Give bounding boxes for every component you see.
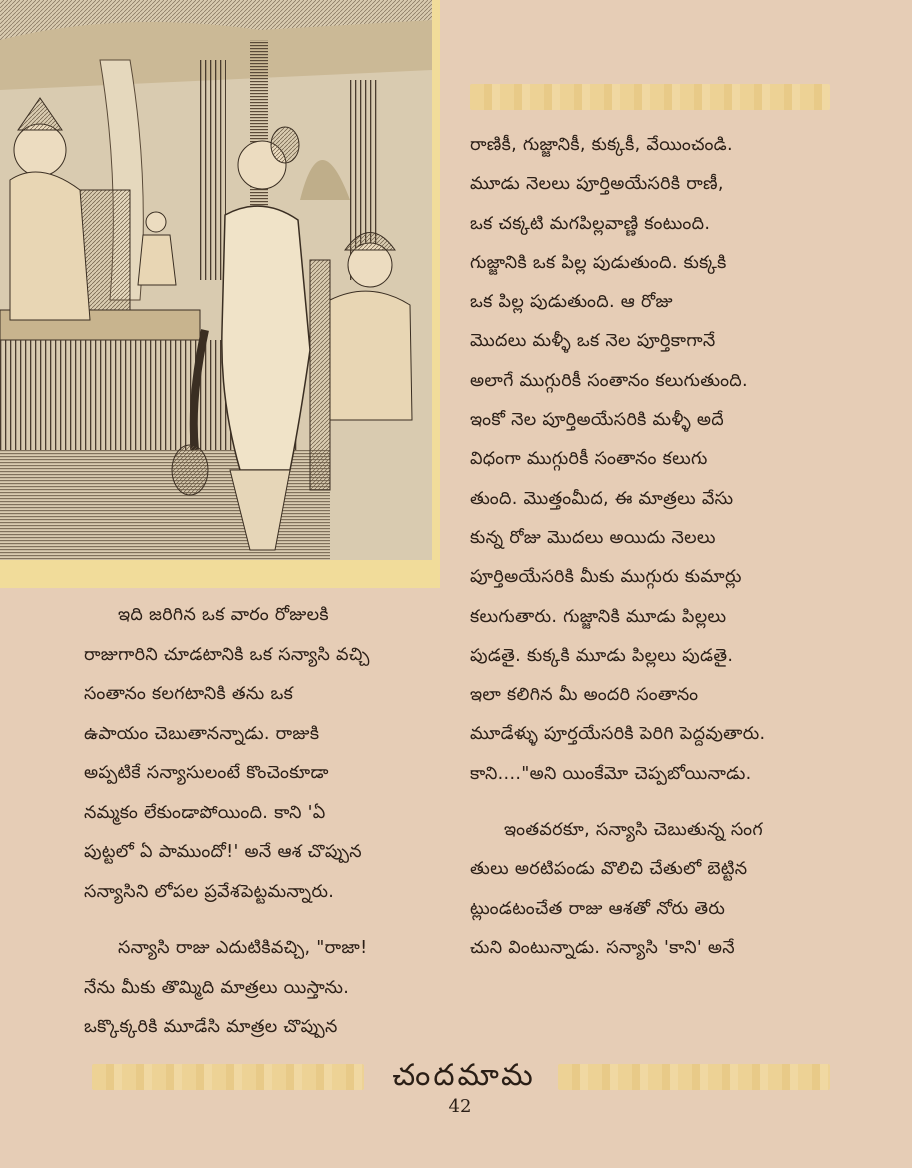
ornament-footer-right [558,1064,830,1090]
paragraph-line: నమ్మకం లేకుండాపోయింది. కాని 'ఏ [84,802,326,823]
paragraph-line: గుజ్జానికి ఒక పిల్ల పుడుతుంది. కుక్కకి [470,252,727,273]
paragraph-line: ఇది జరిగిన ఒక వారం రోజులకి [118,605,329,625]
paragraph-line: మూడు నెలలు పూర్తిఅయేసరికి రాణీ, [470,174,724,195]
paragraph-line: ఒక చక్కటి మగపిల్లవాణ్ణి కంటుంది. [470,213,711,234]
ornament-top-right [470,84,830,110]
page-number: 42 [448,1096,472,1117]
left-text-column [84,596,459,1048]
paragraph-line: తుంది. మొత్తంమీద, ఈ మాత్రలు వేసు [470,488,734,509]
paragraph-line: సన్యాసి రాజు ఎదుటికివచ్చి, "రాజా! [118,938,368,958]
paragraph-line: ఇలా కలిగిన మీ అందరి సంతానం [470,685,699,706]
king-court-drawing [0,0,440,588]
paragraph-line: ట్లుండటంచేత రాజు ఆశతో నోరు తెరు [470,898,726,919]
right-text-column [470,126,850,968]
paragraph-line: ఇంతవరకూ, సన్యాసి చెబుతున్న సంగ [504,820,763,841]
paragraph-line: ఒక పిల్ల పుడుతుంది. ఆ రోజు [470,292,673,313]
paragraph-line: అలాగే ముగ్గురికీ సంతానం కలుగుతుంది. [470,370,748,391]
magazine-title: చందమామ [392,1058,536,1093]
paragraph-line: సంతానం కలగటానికి తను ఒక [84,684,294,704]
paragraph-line: తులు అరటిపండు వొలిచి చేతులో బెట్టిన [470,859,748,880]
paragraph-line: మొదలు మళ్ళీ ఒక నెల పూర్తికాగానే [470,331,716,352]
paragraph-line: చుని వింటున్నాడు. సన్యాసి 'కాని' అనే [470,937,735,958]
paragraph-line: కాని...."అని యింకేమో చెప్పబోయినాడు. [470,763,752,784]
paragraph-line: పుడతై. కుక్కకి మూడు పిల్లలు పుడతై. [470,645,734,666]
paragraph-line: మూడేళ్ళు పూర్తయేసరికి పెరిగి పెద్దవుతారు. [470,724,766,745]
paragraph-line: నేను మీకు తొమ్మిది మాత్రలు యిస్తాను. [84,977,350,998]
paragraph-line: అప్పటికే సన్యాసులంటే కొంచెంకూడా [84,763,329,783]
story-illustration [0,0,440,588]
paragraph-line: ఉపాయం చెబుతానన్నాడు. రాజుకి [84,723,320,744]
ornament-footer-left [92,1064,364,1090]
paragraph-line: పూర్తిఅయేసరికి మీకు ముగ్గురు కుమార్లు [470,567,742,588]
paragraph-line: కలుగుతారు. గుజ్జానికి మూడు పిల్లలు [470,606,727,627]
paragraph-line: ఇంకో నెల పూర్తిఅయేసరికి మళ్ళీ అదే [470,410,725,431]
paragraph-line: ఒక్కొక్కరికి మూడేసి మాత్రల చొప్పున [84,1017,338,1037]
paragraph-line: విధంగా ముగ్గురికీ సంతానం కలుగు [470,449,708,470]
paragraph-line: పుట్టలో ఏ పాముందో!' అనే ఆశ చొప్పున [84,842,362,862]
paragraph-line: కున్న రోజు మొదలు అయిదు నెలలు [470,527,716,548]
paragraph-line: సన్యాసిని లోపల ప్రవేశపెట్టమన్నారు. [84,881,335,902]
paragraph-line: రాజుగారిని చూడటానికి ఒక సన్యాసి వచ్చి [84,644,370,665]
paragraph-line: రాణికీ, గుజ్జానికీ, కుక్కకీ, వేయించండి. [470,135,733,155]
